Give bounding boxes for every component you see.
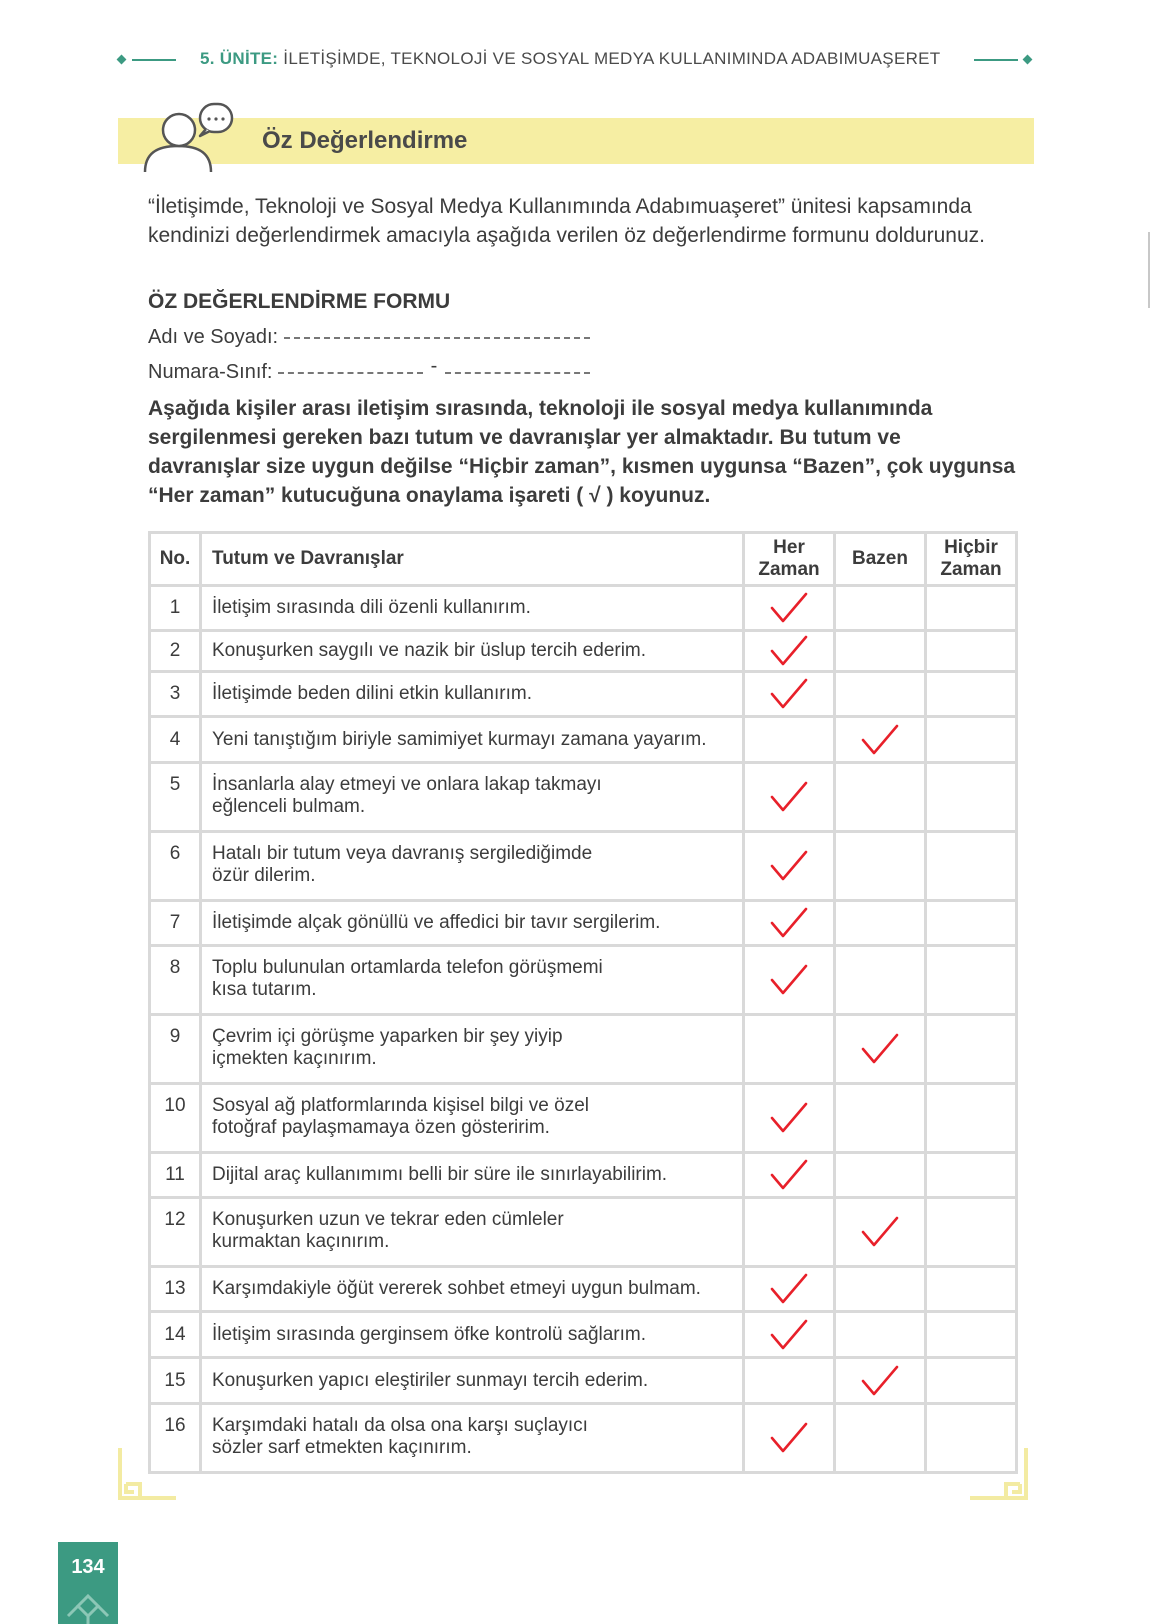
- checkbox-cell-never[interactable]: [926, 717, 1017, 763]
- checkbox-cell-always[interactable]: [744, 1153, 835, 1198]
- table-row: [150, 1084, 1017, 1153]
- row-number: 5: [150, 763, 201, 832]
- table-row: [150, 1267, 1017, 1312]
- number-separator: -: [430, 355, 438, 377]
- checkbox-cell-sometimes[interactable]: [835, 1404, 926, 1473]
- table-row: [150, 1312, 1017, 1358]
- checkbox-cell-never[interactable]: [926, 672, 1017, 717]
- row-number: 8: [150, 946, 201, 1015]
- table-row: [150, 1153, 1017, 1198]
- checkbox-cell-sometimes[interactable]: [835, 1267, 926, 1312]
- behaviour-line: kısa tutarım.: [212, 979, 317, 1000]
- table-row: [150, 717, 1017, 763]
- behaviour-text: [201, 1267, 744, 1312]
- checkbox-cell-never[interactable]: [926, 1312, 1017, 1358]
- behaviour-line: eğlenceli bulmam.: [212, 796, 366, 817]
- row-number: 6: [150, 832, 201, 901]
- checkbox-cell-sometimes[interactable]: [835, 1015, 926, 1084]
- behaviour-line: Konuşurken saygılı ve nazik bir üslup tercih ederim.: [212, 640, 647, 661]
- header-left-diamond: [117, 55, 127, 65]
- checkmark-icon: [769, 1101, 809, 1135]
- header-left-rule: [132, 59, 176, 61]
- behaviour-line: İnsanlarla alay etmeyi ve onlara lakap takmayı: [212, 774, 602, 795]
- row-number: 14: [150, 1312, 201, 1358]
- checkmark-icon: [769, 1158, 809, 1192]
- header-never-line2: Zaman: [940, 559, 1002, 580]
- checkbox-cell-never[interactable]: [926, 631, 1017, 672]
- checkbox-cell-always[interactable]: [744, 901, 835, 946]
- checkbox-cell-always[interactable]: [744, 1312, 835, 1358]
- behaviour-line: İletişimde beden dilini etkin kullanırım.: [212, 683, 532, 704]
- checkmark-icon: [769, 849, 809, 883]
- checkbox-cell-never[interactable]: [926, 1153, 1017, 1198]
- checkbox-cell-never[interactable]: [926, 763, 1017, 832]
- page-number: 134: [71, 1556, 105, 1578]
- behaviour-text: [201, 832, 744, 901]
- behaviour-text: [201, 672, 744, 717]
- checkmark-icon: [860, 723, 900, 757]
- checkbox-cell-always[interactable]: [744, 1084, 835, 1153]
- behaviour-line: Sosyal ağ platformlarında kişisel bilgi ve özel: [212, 1095, 590, 1116]
- unit-title: İLETİŞİMDE, TEKNOLOJİ VE SOSYAL MEDYA KULLANIMINDA ADABIMUAŞERET: [283, 49, 941, 68]
- behaviour-text: [201, 901, 744, 946]
- table-row: [150, 586, 1017, 631]
- checkbox-cell-always[interactable]: [744, 1358, 835, 1404]
- checkmark-icon: [860, 1032, 900, 1066]
- header-right-diamond: [1023, 55, 1033, 65]
- header-always: [744, 533, 835, 586]
- behaviour-line: Dijital araç kullanımımı belli bir süre ile sınırlayabilirim.: [212, 1164, 668, 1185]
- self-assessment-table: [148, 531, 1018, 1474]
- class-blank-line[interactable]: [445, 372, 590, 374]
- behaviour-line: Konuşurken yapıcı eleştiriler sunmayı tercih ederim.: [212, 1369, 649, 1391]
- behaviour-line: özür dilerim.: [212, 865, 316, 886]
- table-row: [150, 1198, 1017, 1267]
- checkbox-cell-sometimes[interactable]: [835, 1153, 926, 1198]
- table-row: [150, 832, 1017, 901]
- unit-label: 5. ÜNİTE:: [200, 49, 279, 68]
- intro-paragraph: “İletişimde, Teknoloji ve Sosyal Medya Kullanımında Adabımuaşeret” ünitesi kapsamında kendinizi değerlendirmek amacıyla aşağıda verilen öz değerlendirme formunu doldurunuz.: [148, 195, 985, 247]
- checkbox-cell-sometimes[interactable]: [835, 946, 926, 1015]
- checkbox-cell-never[interactable]: [926, 1267, 1017, 1312]
- checkbox-cell-sometimes[interactable]: [835, 717, 926, 763]
- row-number: 15: [150, 1358, 201, 1404]
- row-number: 2: [150, 631, 201, 672]
- name-blank-line[interactable]: [284, 337, 590, 339]
- checkbox-cell-sometimes[interactable]: [835, 1358, 926, 1404]
- left-corner-ornament: [114, 1448, 176, 1506]
- checkbox-cell-always[interactable]: [744, 586, 835, 631]
- checkbox-cell-sometimes[interactable]: [835, 901, 926, 946]
- header-never: [926, 533, 1017, 586]
- behaviour-text: [201, 1312, 744, 1358]
- name-field[interactable]: [148, 326, 590, 349]
- checkmark-icon: [860, 1364, 900, 1398]
- table-row: [150, 946, 1017, 1015]
- behaviour-line: İletişim sırasında dili özenli kullanırım.: [212, 597, 531, 618]
- checkmark-icon: [860, 1215, 900, 1249]
- checkbox-cell-sometimes[interactable]: [835, 832, 926, 901]
- table-row: [150, 631, 1017, 672]
- behaviour-line: İletişimde alçak gönüllü ve affedici bir tavır sergilerim.: [212, 912, 661, 933]
- table-row: [150, 672, 1017, 717]
- row-number: 16: [150, 1404, 201, 1473]
- number-blank-line[interactable]: [278, 372, 423, 374]
- checkmark-icon: [769, 1318, 809, 1352]
- behaviour-text: [201, 1015, 744, 1084]
- instruction-paragraph: Aşağıda kişiler arası iletişim sırasında, teknoloji ile sosyal medya kullanımında sergilenmesi gereken bazı tutum ve davranışlar yer almaktadır. Bu tutum ve davranışlar size uygun değilse “Hiçbir zaman”, kısmen uygunsa “Bazen”, çok uygunsa “Her zaman” kutucuğuna onaylama işareti ( √ ) koyunuz.: [148, 397, 1016, 507]
- checkbox-cell-never[interactable]: [926, 832, 1017, 901]
- behaviour-text: [201, 1404, 744, 1473]
- checkbox-cell-sometimes[interactable]: [835, 1198, 926, 1267]
- row-number: 12: [150, 1198, 201, 1267]
- behaviour-text: [201, 1153, 744, 1198]
- header-behaviours: Tutum ve Davranışlar: [201, 533, 744, 586]
- behaviour-line: Çevrim içi görüşme yaparken bir şey yiyip: [212, 1026, 563, 1047]
- behaviour-text: [201, 1358, 744, 1404]
- header-never-line1: Hiçbir: [944, 537, 998, 558]
- table-row: [150, 901, 1017, 946]
- unit-header: [200, 49, 960, 69]
- header-right-rule: [974, 59, 1018, 61]
- behaviour-line: Yeni tanıştığım biriyle samimiyet kurmayı zamana yayarım.: [212, 728, 707, 750]
- checkmark-icon: [769, 780, 809, 814]
- checkbox-cell-sometimes[interactable]: [835, 631, 926, 672]
- behaviour-line: Karşımdaki hatalı da olsa ona karşı suçlayıcı: [212, 1415, 588, 1436]
- checkbox-cell-always[interactable]: [744, 672, 835, 717]
- behaviour-text: [201, 631, 744, 672]
- behaviour-text: [201, 1198, 744, 1267]
- behaviour-text: [201, 717, 744, 763]
- row-number: 10: [150, 1084, 201, 1153]
- checkbox-cell-always[interactable]: [744, 1198, 835, 1267]
- checkbox-cell-always[interactable]: [744, 763, 835, 832]
- behaviour-line: İletişim sırasında gerginsem öfke kontrolü sağlarım.: [212, 1323, 647, 1345]
- row-number: 3: [150, 672, 201, 717]
- checkbox-cell-never[interactable]: [926, 1358, 1017, 1404]
- table-header-row: [150, 533, 1017, 586]
- name-label: Adı ve Soyadı:: [148, 326, 279, 348]
- row-number: 9: [150, 1015, 201, 1084]
- number-class-field[interactable]: [148, 355, 590, 384]
- section-title: Öz Değerlendirme: [262, 127, 468, 154]
- checkmark-icon: [769, 1272, 809, 1306]
- behaviour-text: [201, 1084, 744, 1153]
- row-number: 4: [150, 717, 201, 763]
- checkbox-cell-sometimes[interactable]: [835, 586, 926, 631]
- checkbox-cell-sometimes[interactable]: [835, 763, 926, 832]
- table-row: [150, 1404, 1017, 1473]
- checkbox-cell-sometimes[interactable]: [835, 672, 926, 717]
- checkbox-cell-always[interactable]: [744, 832, 835, 901]
- table-row: [150, 1358, 1017, 1404]
- behaviour-line: Toplu bulunulan ortamlarda telefon görüşmemi: [212, 957, 603, 978]
- number-label: Numara-Sınıf:: [148, 361, 273, 383]
- person-speech-bubble-icon: [142, 102, 238, 176]
- table-row: [150, 1015, 1017, 1084]
- row-number: 11: [150, 1153, 201, 1198]
- checkbox-cell-never[interactable]: [926, 586, 1017, 631]
- checkbox-cell-sometimes[interactable]: [835, 1312, 926, 1358]
- behaviour-line: Hatalı bir tutum veya davranış sergilediğimde: [212, 843, 593, 864]
- checkbox-cell-sometimes[interactable]: [835, 1084, 926, 1153]
- behaviour-line: Konuşurken uzun ve tekrar eden cümleler: [212, 1209, 564, 1230]
- checkbox-cell-always[interactable]: [744, 1267, 835, 1312]
- right-corner-ornament: [970, 1448, 1032, 1506]
- behaviour-line: içmekten kaçınırım.: [212, 1048, 377, 1069]
- checkbox-cell-never[interactable]: [926, 901, 1017, 946]
- table-row: [150, 763, 1017, 832]
- row-number: 13: [150, 1267, 201, 1312]
- behaviour-line: Karşımdakiyle öğüt vererek sohbet etmeyi uygun bulmam.: [212, 1278, 701, 1299]
- behaviour-text: [201, 586, 744, 631]
- checkbox-cell-never[interactable]: [926, 946, 1017, 1015]
- behaviour-line: kurmaktan kaçınırım.: [212, 1231, 390, 1252]
- header-no: No.: [150, 533, 201, 586]
- row-number: 1: [150, 586, 201, 631]
- checkbox-cell-always[interactable]: [744, 946, 835, 1015]
- header-always-line2: Zaman: [758, 559, 820, 580]
- header-always-line1: Her: [773, 537, 805, 558]
- page-edge-mark: [1148, 232, 1150, 308]
- header-sometimes: Bazen: [835, 533, 926, 586]
- checkmark-icon: [769, 591, 809, 625]
- section-title-band: [118, 118, 1034, 164]
- checkbox-cell-never[interactable]: [926, 1015, 1017, 1084]
- page-tab-ornament: [66, 1594, 110, 1624]
- checkmark-icon: [769, 677, 809, 711]
- checkbox-cell-never[interactable]: [926, 1198, 1017, 1267]
- checkbox-cell-always[interactable]: [744, 717, 835, 763]
- checkbox-cell-always[interactable]: [744, 631, 835, 672]
- form-title: ÖZ DEĞERLENDİRME FORMU: [148, 290, 451, 313]
- checkbox-cell-never[interactable]: [926, 1084, 1017, 1153]
- checkbox-cell-always[interactable]: [744, 1015, 835, 1084]
- behaviour-line: fotoğraf paylaşmamaya özen gösteririm.: [212, 1117, 550, 1138]
- behaviour-text: [201, 763, 744, 832]
- checkbox-cell-always[interactable]: [744, 1404, 835, 1473]
- checkmark-icon: [769, 634, 809, 668]
- checkmark-icon: [769, 906, 809, 940]
- behaviour-line: sözler sarf etmekten kaçınırım.: [212, 1437, 472, 1458]
- behaviour-text: [201, 946, 744, 1015]
- row-number: 7: [150, 901, 201, 946]
- checkmark-icon: [769, 963, 809, 997]
- checkmark-icon: [769, 1421, 809, 1455]
